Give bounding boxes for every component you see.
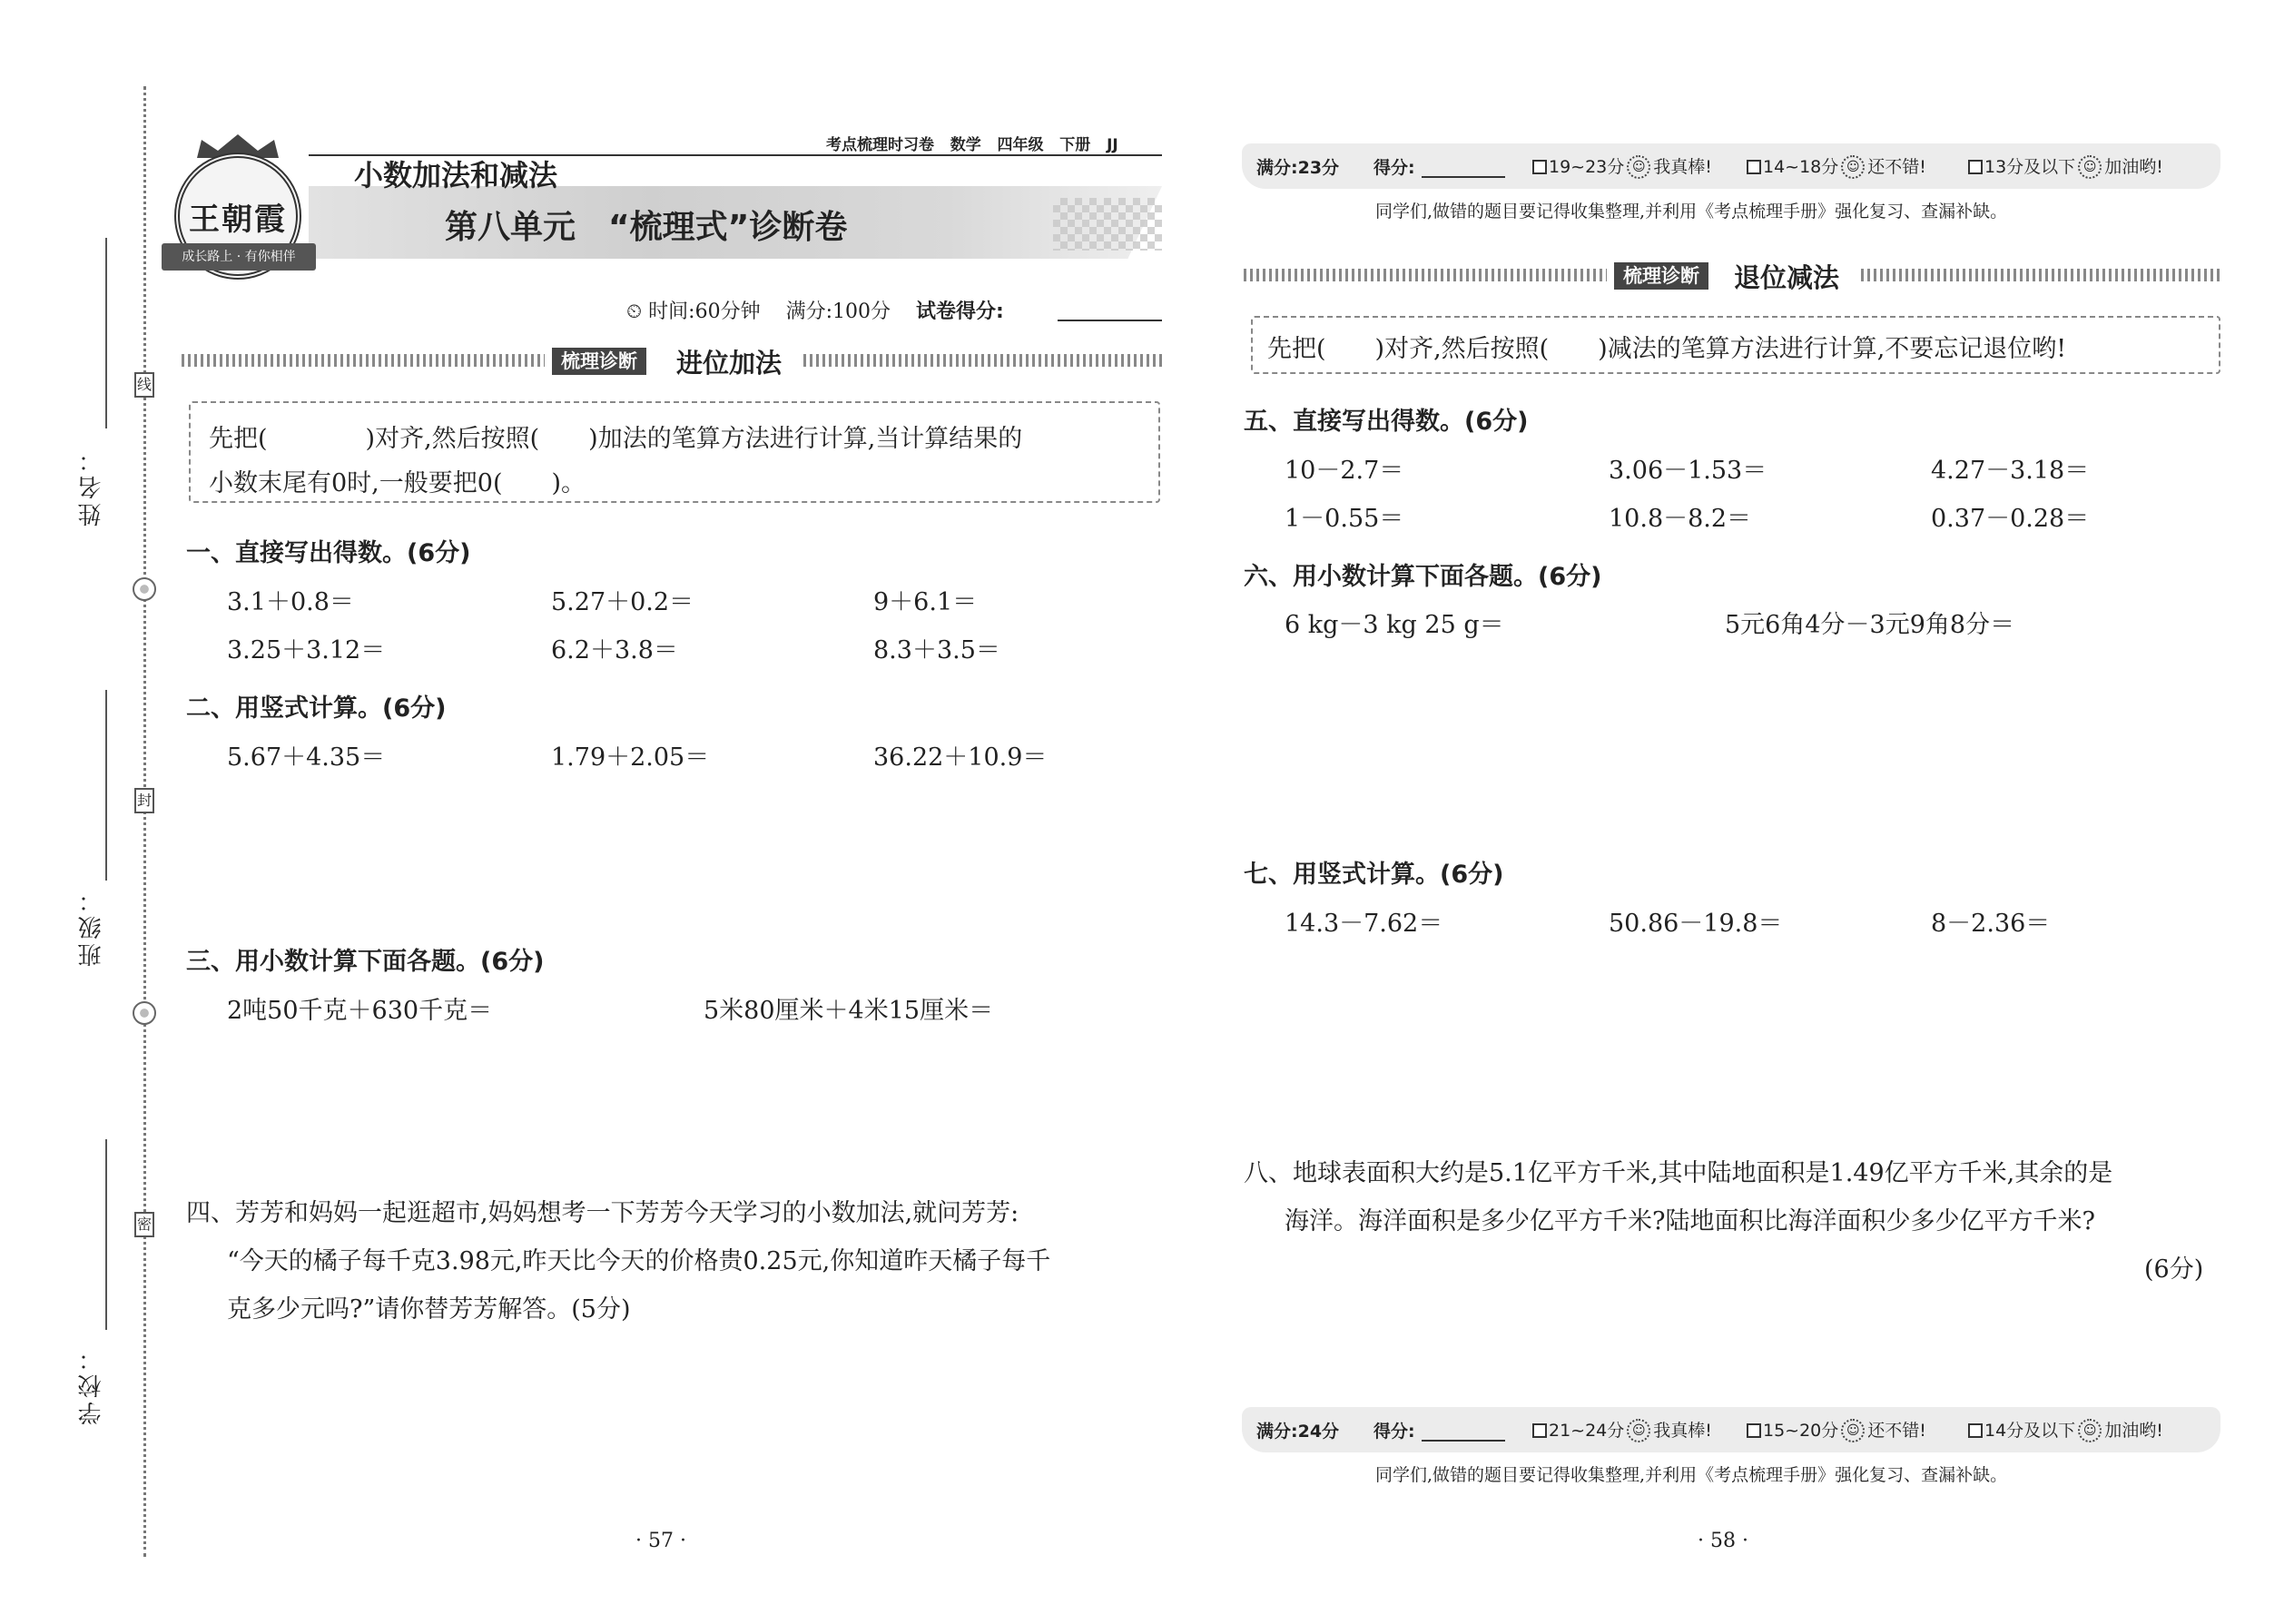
binding-mark-feng: 封 bbox=[134, 788, 154, 813]
binding-knot bbox=[133, 577, 156, 601]
q2-item: 36.22＋10.9＝ bbox=[873, 743, 1048, 772]
paper-title: 第八单元 “梳理式”诊断卷 bbox=[445, 209, 848, 246]
section-dots-right bbox=[1861, 269, 2220, 281]
q6-item: 6 kg－3 kg 25 g＝ bbox=[1285, 611, 1504, 639]
name-line bbox=[105, 238, 107, 428]
q8-line-2: 海洋。海洋面积是多少亿平方千米?陆地面积比海洋面积少多少亿平方千米? bbox=[1285, 1207, 2095, 1235]
cheer-face-icon: ☺ bbox=[2078, 1419, 2102, 1442]
school-line bbox=[105, 1139, 107, 1330]
cheer-face-icon: ☺ bbox=[2078, 155, 2102, 179]
rating-range: 21~24分 bbox=[1549, 1420, 1625, 1441]
q3-item: 2吨50千克＋630千克＝ bbox=[227, 997, 493, 1025]
section-tag: 梳理诊断 bbox=[1614, 262, 1708, 290]
score-field[interactable] bbox=[1058, 320, 1162, 321]
section-title: 进位加法 bbox=[676, 348, 783, 379]
rating-text: 加油哟! bbox=[2104, 1420, 2163, 1441]
q2-item: 1.79＋2.05＝ bbox=[551, 743, 710, 772]
checkbox[interactable] bbox=[1532, 1423, 1547, 1438]
rating-option[interactable] bbox=[1968, 1417, 2163, 1443]
time-limit: 时间:60分钟 bbox=[648, 300, 761, 323]
q5-item: 1－0.55＝ bbox=[1285, 505, 1404, 533]
grade: 四年级 bbox=[997, 136, 1044, 154]
rating-text: 还不错! bbox=[1867, 156, 1926, 177]
unit-topic: 小数加法和减法 bbox=[354, 158, 558, 192]
q2-item: 5.67＋4.35＝ bbox=[227, 743, 386, 772]
review-note-top: 同学们,做错的题目要记得收集整理,并利用《考点梳理手册》强化复习、查漏补缺。 bbox=[1375, 202, 2008, 221]
rating-option[interactable] bbox=[1747, 153, 1926, 180]
score-blank[interactable] bbox=[1422, 1422, 1505, 1442]
rating-option[interactable] bbox=[1532, 153, 1712, 180]
q7-item: 50.86－19.8＝ bbox=[1609, 910, 1783, 938]
q1-item: 3.25＋3.12＝ bbox=[227, 636, 386, 664]
class-label: 班级： bbox=[78, 885, 105, 967]
q2-title: 二、用竖式计算。(6分) bbox=[186, 694, 447, 723]
full-marks: 满分:23分 bbox=[1256, 157, 1340, 178]
q5-title: 五、直接写出得数。(6分) bbox=[1244, 408, 1529, 436]
review-note-bottom: 同学们,做错的题目要记得收集整理,并利用《考点梳理手册》强化复习、查漏补缺。 bbox=[1375, 1465, 2008, 1485]
q3-title: 三、用小数计算下面各题。(6分) bbox=[186, 948, 545, 976]
class-line bbox=[105, 690, 107, 881]
checkbox[interactable] bbox=[1532, 160, 1547, 174]
q1-item: 6.2＋3.8＝ bbox=[551, 636, 678, 664]
q1-item: 5.27＋0.2＝ bbox=[551, 588, 694, 616]
q7-title: 七、用竖式计算。(6分) bbox=[1244, 861, 1504, 889]
q5-item: 0.37－0.28＝ bbox=[1931, 505, 2090, 533]
q4-line-3: 克多少元吗?”请你替芳芳解答。(5分) bbox=[227, 1295, 631, 1324]
name-label: 姓名： bbox=[78, 445, 105, 527]
page-number-right: · 58 · bbox=[1698, 1530, 1748, 1552]
q8-line-3: (6分) bbox=[2144, 1255, 2204, 1284]
rating-text: 还不错! bbox=[1867, 1420, 1926, 1441]
q1-item: 9＋6.1＝ bbox=[873, 588, 978, 616]
logo-ribbon: 成长路上 · 有你相伴 bbox=[162, 243, 316, 271]
full-marks: 满分:100分 bbox=[785, 300, 891, 323]
rating-range: 13分及以下 bbox=[1984, 156, 2076, 177]
rating-text: 加油哟! bbox=[2104, 156, 2163, 177]
q6-item: 5元6角4分－3元9角8分＝ bbox=[1725, 611, 2015, 639]
smile-face-icon: ☺ bbox=[1627, 1419, 1650, 1442]
edition: JJ bbox=[1107, 136, 1118, 154]
section-dots-right bbox=[803, 354, 1162, 367]
section-dots-left bbox=[182, 354, 545, 367]
binding-mark-mi: 密 bbox=[134, 1212, 154, 1237]
q4-line-2: “今天的橘子每千克3.98元,昨天比今天的价格贵0.25元,你知道昨天橘子每千 bbox=[227, 1247, 1051, 1275]
q3-item: 5米80厘米＋4米15厘米＝ bbox=[704, 997, 994, 1025]
q5-item: 4.27－3.18＝ bbox=[1931, 457, 2090, 485]
rating-range: 14分及以下 bbox=[1984, 1420, 2076, 1441]
q4-line-1: 四、芳芳和妈妈一起逛超市,妈妈想考一下芳芳今天学习的小数加法,就问芳芳: bbox=[186, 1199, 1019, 1227]
subject: 数学 bbox=[950, 136, 981, 154]
page-number-left: · 57 · bbox=[635, 1530, 686, 1552]
binding-dotted-line bbox=[143, 86, 146, 1557]
section-dots-left bbox=[1244, 269, 1607, 281]
section-title: 退位减法 bbox=[1734, 262, 1840, 293]
checkbox[interactable] bbox=[1968, 160, 1983, 174]
neutral-face-icon: ☺ bbox=[1841, 1419, 1865, 1442]
rating-option[interactable] bbox=[1968, 153, 2163, 180]
q6-title: 六、用小数计算下面各题。(6分) bbox=[1244, 563, 1602, 591]
volume: 下册 bbox=[1059, 136, 1091, 154]
score-bar-bottom bbox=[1242, 1407, 2220, 1452]
q8-line-1: 八、地球表面积大约是5.1亿平方千米,其中陆地面积是1.49亿平方千米,其余的是 bbox=[1244, 1159, 2113, 1187]
clock-icon: ⏲ bbox=[626, 300, 643, 323]
q1-item: 3.1＋0.8＝ bbox=[227, 588, 354, 616]
rating-option[interactable] bbox=[1532, 1417, 1712, 1443]
concept-line-1: 先把( )对齐,然后按照( )加法的笔算方法进行计算,当计算结果的 bbox=[209, 425, 1023, 453]
checkbox[interactable] bbox=[1968, 1423, 1983, 1438]
binding-knot bbox=[133, 1001, 156, 1025]
series-name: 考点梳理时习卷 bbox=[826, 136, 934, 154]
series-info bbox=[826, 132, 1118, 154]
score-label: 得分: bbox=[1373, 157, 1415, 178]
exam-meta bbox=[626, 296, 1004, 324]
school-label: 学校： bbox=[78, 1343, 105, 1425]
binding-mark-xian: 线 bbox=[134, 372, 154, 398]
rating-text: 我真棒! bbox=[1653, 1420, 1712, 1441]
q7-item: 14.3－7.62＝ bbox=[1285, 910, 1443, 938]
score-label: 得分: bbox=[1373, 1421, 1415, 1442]
q5-item: 10－2.7＝ bbox=[1285, 457, 1404, 485]
q5-item: 3.06－1.53＝ bbox=[1609, 457, 1767, 485]
rating-range: 19~23分 bbox=[1549, 156, 1625, 177]
smile-face-icon: ☺ bbox=[1627, 155, 1650, 179]
score-blank[interactable] bbox=[1422, 158, 1505, 178]
rating-text: 我真棒! bbox=[1653, 156, 1712, 177]
checkbox[interactable] bbox=[1747, 1423, 1761, 1438]
checkbox[interactable] bbox=[1747, 160, 1761, 174]
score-bar-top bbox=[1242, 143, 2220, 189]
section-tag: 梳理诊断 bbox=[552, 348, 646, 375]
q1-title: 一、直接写出得数。(6分) bbox=[186, 539, 471, 567]
rating-range: 14~18分 bbox=[1763, 156, 1839, 177]
q5-item: 10.8－8.2＝ bbox=[1609, 505, 1752, 533]
q7-item: 8－2.36＝ bbox=[1931, 910, 2051, 938]
concept-line-2: 小数末尾有0时,一般要把0( )。 bbox=[209, 469, 586, 497]
neutral-face-icon: ☺ bbox=[1841, 155, 1865, 179]
score-label: 试卷得分: bbox=[915, 300, 1004, 323]
concept-line: 先把( )对齐,然后按照( )减法的笔算方法进行计算,不要忘记退位哟! bbox=[1267, 335, 2067, 363]
q1-item: 8.3＋3.5＝ bbox=[873, 636, 1000, 664]
logo-text: 王朝霞 bbox=[189, 201, 287, 238]
banner-checker-pattern bbox=[1053, 198, 1162, 251]
rating-option[interactable] bbox=[1747, 1417, 1926, 1443]
full-marks: 满分:24分 bbox=[1256, 1421, 1340, 1442]
rating-range: 15~20分 bbox=[1763, 1420, 1839, 1441]
